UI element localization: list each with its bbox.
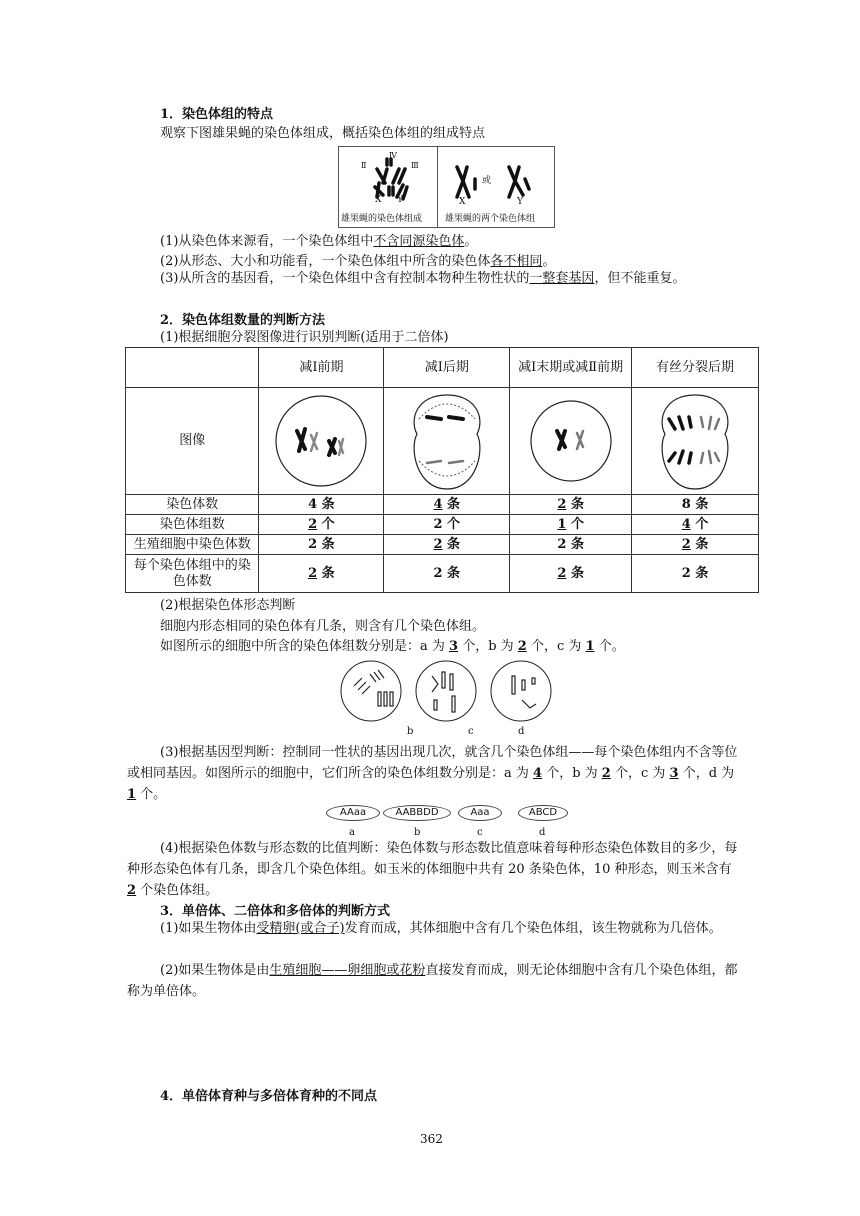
table-row [126, 535, 759, 555]
header-col-1: 减Ⅰ前期 [259, 348, 384, 388]
genotype-label-a: a [349, 827, 355, 838]
header-blank [126, 348, 259, 388]
cell-image-meiosis1-anaphase [384, 388, 510, 495]
table-cell: 1 个 [510, 515, 632, 535]
cell-image-mitosis-anaphase [632, 388, 759, 495]
section-3-heading: 3．单倍体、二倍体和多倍体的判断方式 [160, 904, 391, 919]
label-X-right: X [459, 197, 466, 207]
cell-label-d: d [518, 726, 525, 737]
table-cell: 2 条 [384, 535, 510, 555]
table-row [126, 555, 759, 593]
genotype-label-b: b [414, 827, 421, 838]
fruit-fly-chromosome-figure [338, 146, 555, 228]
caption-left: 雄果蝇的染色体组成 [341, 214, 423, 224]
table-cell: 2 条 [510, 495, 632, 515]
table-image-row [126, 388, 759, 495]
table-cell: 2 条 [510, 555, 632, 593]
s1-point-2: (2)从形态、大小和功能看，一个染色体组中所含的染色体各不相同。 [160, 254, 556, 269]
s2-sub4: (4)根据染色体数与形态数的比值判断：染色体数与形态数比值意味着每种形态染色体数目的多少，每种形态染色体有几条，即含几个染色体组。如玉米的体细胞中共有 20 条染色体，10 种形态，则玉米含有 2 个染色体组。 [127, 841, 738, 898]
row-label: 生殖细胞中染色体数 [126, 535, 259, 555]
s1-point-3: (3)从所含的基因看，一个染色体组中含有控制本物种生物性状的一整套基因，但不能重复。 [160, 271, 686, 286]
header-col-2: 减Ⅰ后期 [384, 348, 510, 388]
label-Y-right: Y [517, 197, 523, 207]
cell-image-meiosis1-prophase [259, 388, 384, 495]
caption-right: 雄果蝇的两个染色体组 [445, 214, 536, 224]
table-row [126, 515, 759, 535]
header-col-4: 有丝分裂后期 [632, 348, 759, 388]
table-cell: 2 条 [259, 555, 384, 593]
image-row-label: 图像 [126, 388, 259, 495]
genotype-d: ABCD [518, 805, 568, 821]
cell-label-b: b [407, 726, 414, 737]
row-label: 染色体组数 [126, 515, 259, 535]
genotype-b: AABBDD [383, 805, 451, 821]
header-col-3: 减Ⅰ末期或减Ⅱ前期 [510, 348, 632, 388]
table-cell: 2 条 [259, 535, 384, 555]
table-cell: 4 条 [259, 495, 384, 515]
section-1-intro: 观察下图雄果蝇的染色体组成，概括染色体组的组成特点 [160, 126, 486, 141]
genotype-a: AAaa [326, 805, 380, 821]
row-label: 每个染色体组中的染色体数 [126, 555, 259, 593]
table-cell: 4 条 [384, 495, 510, 515]
cell-label-c: c [468, 726, 474, 737]
label-X: X [375, 195, 382, 205]
cell-division-table [125, 347, 759, 593]
genotype-c: Aaa [458, 805, 502, 821]
table-cell: 2 条 [384, 555, 510, 593]
section-2-heading: 2．染色体组数量的判断方法 [160, 313, 326, 328]
cell-image-meiosis1-telophase [510, 388, 632, 495]
table-cell: 8 条 [632, 495, 759, 515]
table-cell: 2 个 [384, 515, 510, 535]
morphology-cells-figure [340, 660, 555, 740]
table-cell: 4 个 [632, 515, 759, 535]
s3-point-1: (1)如果生物体由受精卵(或合子)发育而成，其体细胞中含有几个染色体组，该生物就称为几倍体。 [160, 921, 722, 936]
section-1-heading: 1．染色体组的特点 [160, 107, 274, 122]
row-label: 染色体数 [126, 495, 259, 515]
section-4-heading: 4．单倍体育种与多倍体育种的不同点 [160, 1089, 378, 1104]
roman-II: Ⅱ [361, 161, 367, 170]
roman-IV: Ⅳ [389, 151, 397, 160]
page-number: 362 [420, 1132, 443, 1146]
s2-sub3: (3)根据基因型判断：控制同一性状的基因出现几次，就含几个染色体组——每个染色体组内不含等位或相同基因。如图所示的细胞中，它们所含的染色体组数分别是：a 为 4 个，b 为 2 个，c 为 3 个，d 为 1 个。 [127, 745, 738, 802]
s2-sub2-line1: 细胞内形态相同的染色体有几条，则含有几个染色体组。 [160, 619, 486, 634]
table-cell: 2 个 [259, 515, 384, 535]
genotype-label-c: c [477, 827, 483, 838]
table-row [126, 495, 759, 515]
s2-sub2: (2)根据染色体形态判断 [160, 598, 296, 613]
s3-point-2: (2)如果生物体是由生殖细胞——卵细胞或花粉直接发育而成，则无论体细胞中含有几个染色体组，都称为单倍体。 [127, 963, 738, 999]
s2-sub1: (1)根据细胞分裂图像进行识别判断(适用于二倍体) [160, 330, 449, 345]
label-Y: Y [397, 195, 403, 205]
table-header-row [126, 348, 759, 388]
s1-point-1: (1)从染色体来源看，一个染色体组中不含同源染色体。 [160, 234, 478, 249]
s2-sub2-line2: 如图所示的细胞中所含的染色体组数分别是：a 为 3 个，b 为 2 个，c 为 1 个。 [160, 639, 625, 654]
table-cell: 2 条 [510, 535, 632, 555]
table-cell: 2 条 [632, 555, 759, 593]
table-cell: 2 条 [632, 535, 759, 555]
roman-III: Ⅲ [411, 161, 419, 170]
or-label: 或 [482, 176, 492, 186]
genotype-label-d: d [539, 827, 546, 838]
